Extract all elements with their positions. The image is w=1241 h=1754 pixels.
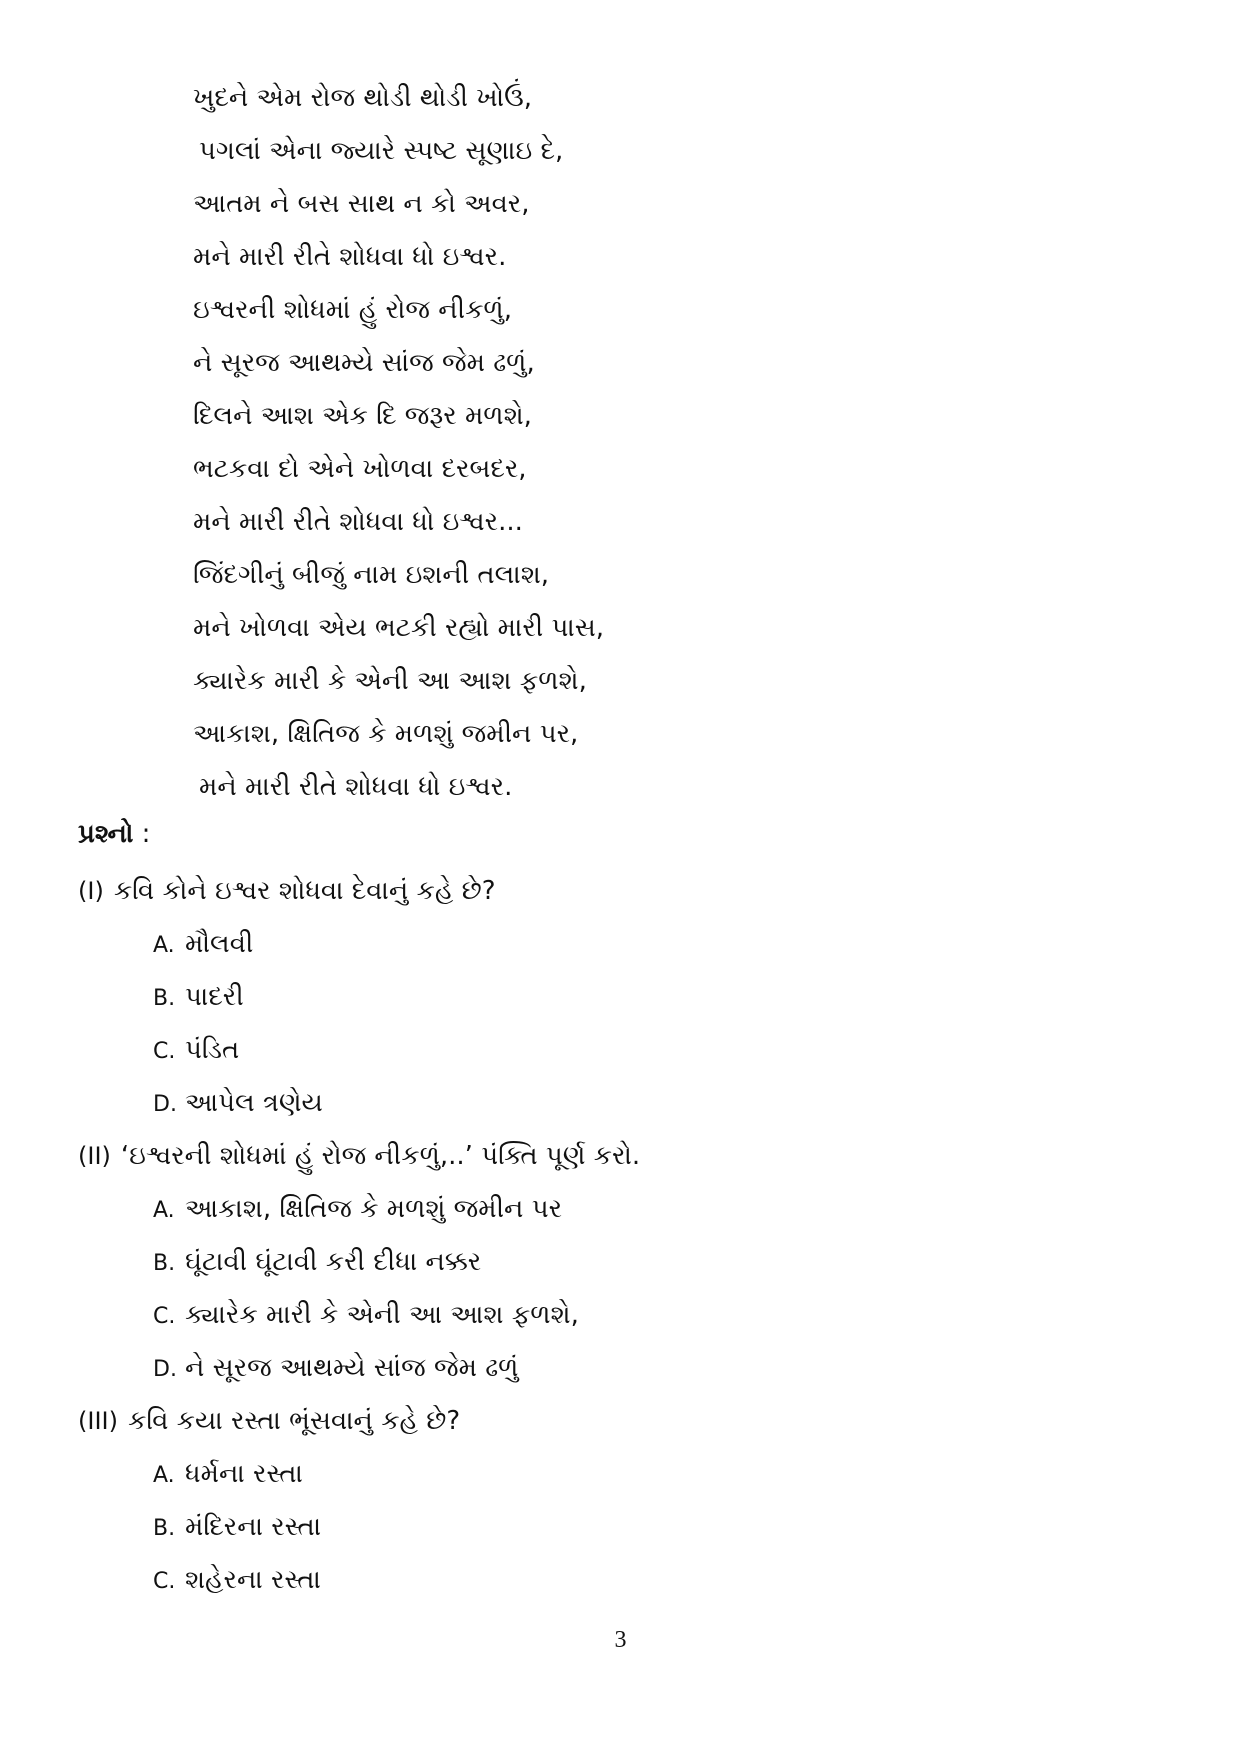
- option-text: ધર્મના રસ્તા: [185, 1459, 303, 1489]
- question-1: [78, 865, 1178, 918]
- question-2-option-d: [78, 1342, 1178, 1395]
- option-letter: A.: [153, 933, 175, 958]
- page-number: 3: [614, 1627, 627, 1653]
- question-3: [78, 1395, 1178, 1448]
- poem-line-10: જિંદગીનું બીજું નામ ઇશની તલાશ,: [193, 560, 550, 590]
- poem-line-1: ખુદને એમ રોજ થોડી થોડી ખોઉં,: [193, 83, 533, 113]
- option-text: ક્યારેક મારી કે એની આ આશ ફળશે,: [185, 1300, 579, 1330]
- poem-line-8: ભટકવા દો એને ખોળવા દરબદર,: [193, 454, 527, 484]
- option-text: પંડિત: [185, 1035, 240, 1065]
- poem-line-3: આતમ ને બસ સાથ ન કો અવર,: [193, 189, 530, 219]
- questions-heading-colon: :: [133, 819, 151, 849]
- questions-list: [78, 865, 1178, 1607]
- poem-line-9: મને મારી રીતે શોધવા ધો ઇશ્વર...: [193, 507, 523, 537]
- option-text: આપેલ ત્રણેય: [185, 1088, 323, 1118]
- question-1-option-a: [78, 918, 1178, 971]
- option-text: મૌલવી: [185, 929, 254, 959]
- questions-heading-label: પ્રશ્નો: [78, 819, 134, 849]
- question-number: (III): [78, 1407, 118, 1435]
- poem-line-13: આકાશ, ક્ષિતિજ કે મળશું જમીન પર,: [193, 719, 579, 749]
- option-letter: B.: [153, 1251, 176, 1276]
- option-text: શહેરના રસ્તા: [185, 1565, 321, 1595]
- option-letter: C.: [153, 1039, 176, 1064]
- option-letter: A.: [153, 1463, 175, 1488]
- option-letter: C.: [153, 1304, 176, 1329]
- question-text: ‘ઇશ્વરની શોધમાં હું રોજ નીકળું,..’ પંક્તિ પૂર્ણ કરો.: [120, 1141, 641, 1171]
- question-2-option-a: [78, 1183, 1178, 1236]
- question-3-option-a: [78, 1448, 1178, 1501]
- option-text: મંદિરના રસ્તા: [185, 1512, 322, 1542]
- question-1-option-c: [78, 1024, 1178, 1077]
- option-letter: C.: [153, 1569, 176, 1594]
- option-letter: B.: [153, 1516, 176, 1541]
- question-text: કવિ કોને ઇશ્વર શોધવા દેવાનું કહે છે?: [113, 876, 496, 906]
- poem-line-7: દિલને આશ એક દિ જરૂર મળશે,: [193, 401, 532, 431]
- question-number: (I): [78, 877, 104, 905]
- questions-heading: [78, 814, 150, 854]
- question-1-option-d: [78, 1077, 1178, 1130]
- question-2-option-c: [78, 1289, 1178, 1342]
- poem-line-6: ને સૂરજ આથમ્યે સાંજ જેમ ઢળું,: [193, 348, 535, 378]
- option-text: ઘૂંટાવી ઘૂંટાવી કરી દીધા નક્કર: [185, 1247, 482, 1277]
- option-letter: D.: [153, 1357, 177, 1382]
- poem-line-12: ક્યારેક મારી કે એની આ આશ ફળશે,: [193, 666, 587, 696]
- poem: [193, 72, 993, 814]
- question-text: કવિ કયા રસ્તા ભૂંસવાનું કહે છે?: [127, 1406, 461, 1436]
- poem-line-5: ઇશ્વરની શોધમાં હું રોજ નીકળું,: [193, 295, 512, 325]
- question-number: (II): [78, 1142, 111, 1170]
- option-text: પાદરી: [185, 982, 244, 1012]
- question-3-option-c: [78, 1554, 1178, 1607]
- poem-line-11: મને ખોળવા એય ભટકી રહ્યો મારી પાસ,: [193, 613, 605, 643]
- question-2: [78, 1130, 1178, 1183]
- poem-line-4: મને મારી રીતે શોધવા ધો ઇશ્વર.: [193, 242, 507, 272]
- question-3-option-b: [78, 1501, 1178, 1554]
- option-letter: A.: [153, 1198, 175, 1223]
- option-letter: D.: [153, 1092, 177, 1117]
- poem-line-2: પગલાં એના જ્યારે સ્પષ્ટ સૂણાઇ દે,: [199, 136, 564, 166]
- option-text: ને સૂરજ આથમ્યે સાંજ જેમ ઢળું: [185, 1353, 519, 1383]
- option-text: આકાશ, ક્ષિતિજ કે મળશું જમીન પર: [185, 1194, 563, 1224]
- poem-line-14: મને મારી રીતે શોધવા ધો ઇશ્વર.: [199, 772, 513, 802]
- question-1-option-b: [78, 971, 1178, 1024]
- question-2-option-b: [78, 1236, 1178, 1289]
- option-letter: B.: [153, 986, 176, 1011]
